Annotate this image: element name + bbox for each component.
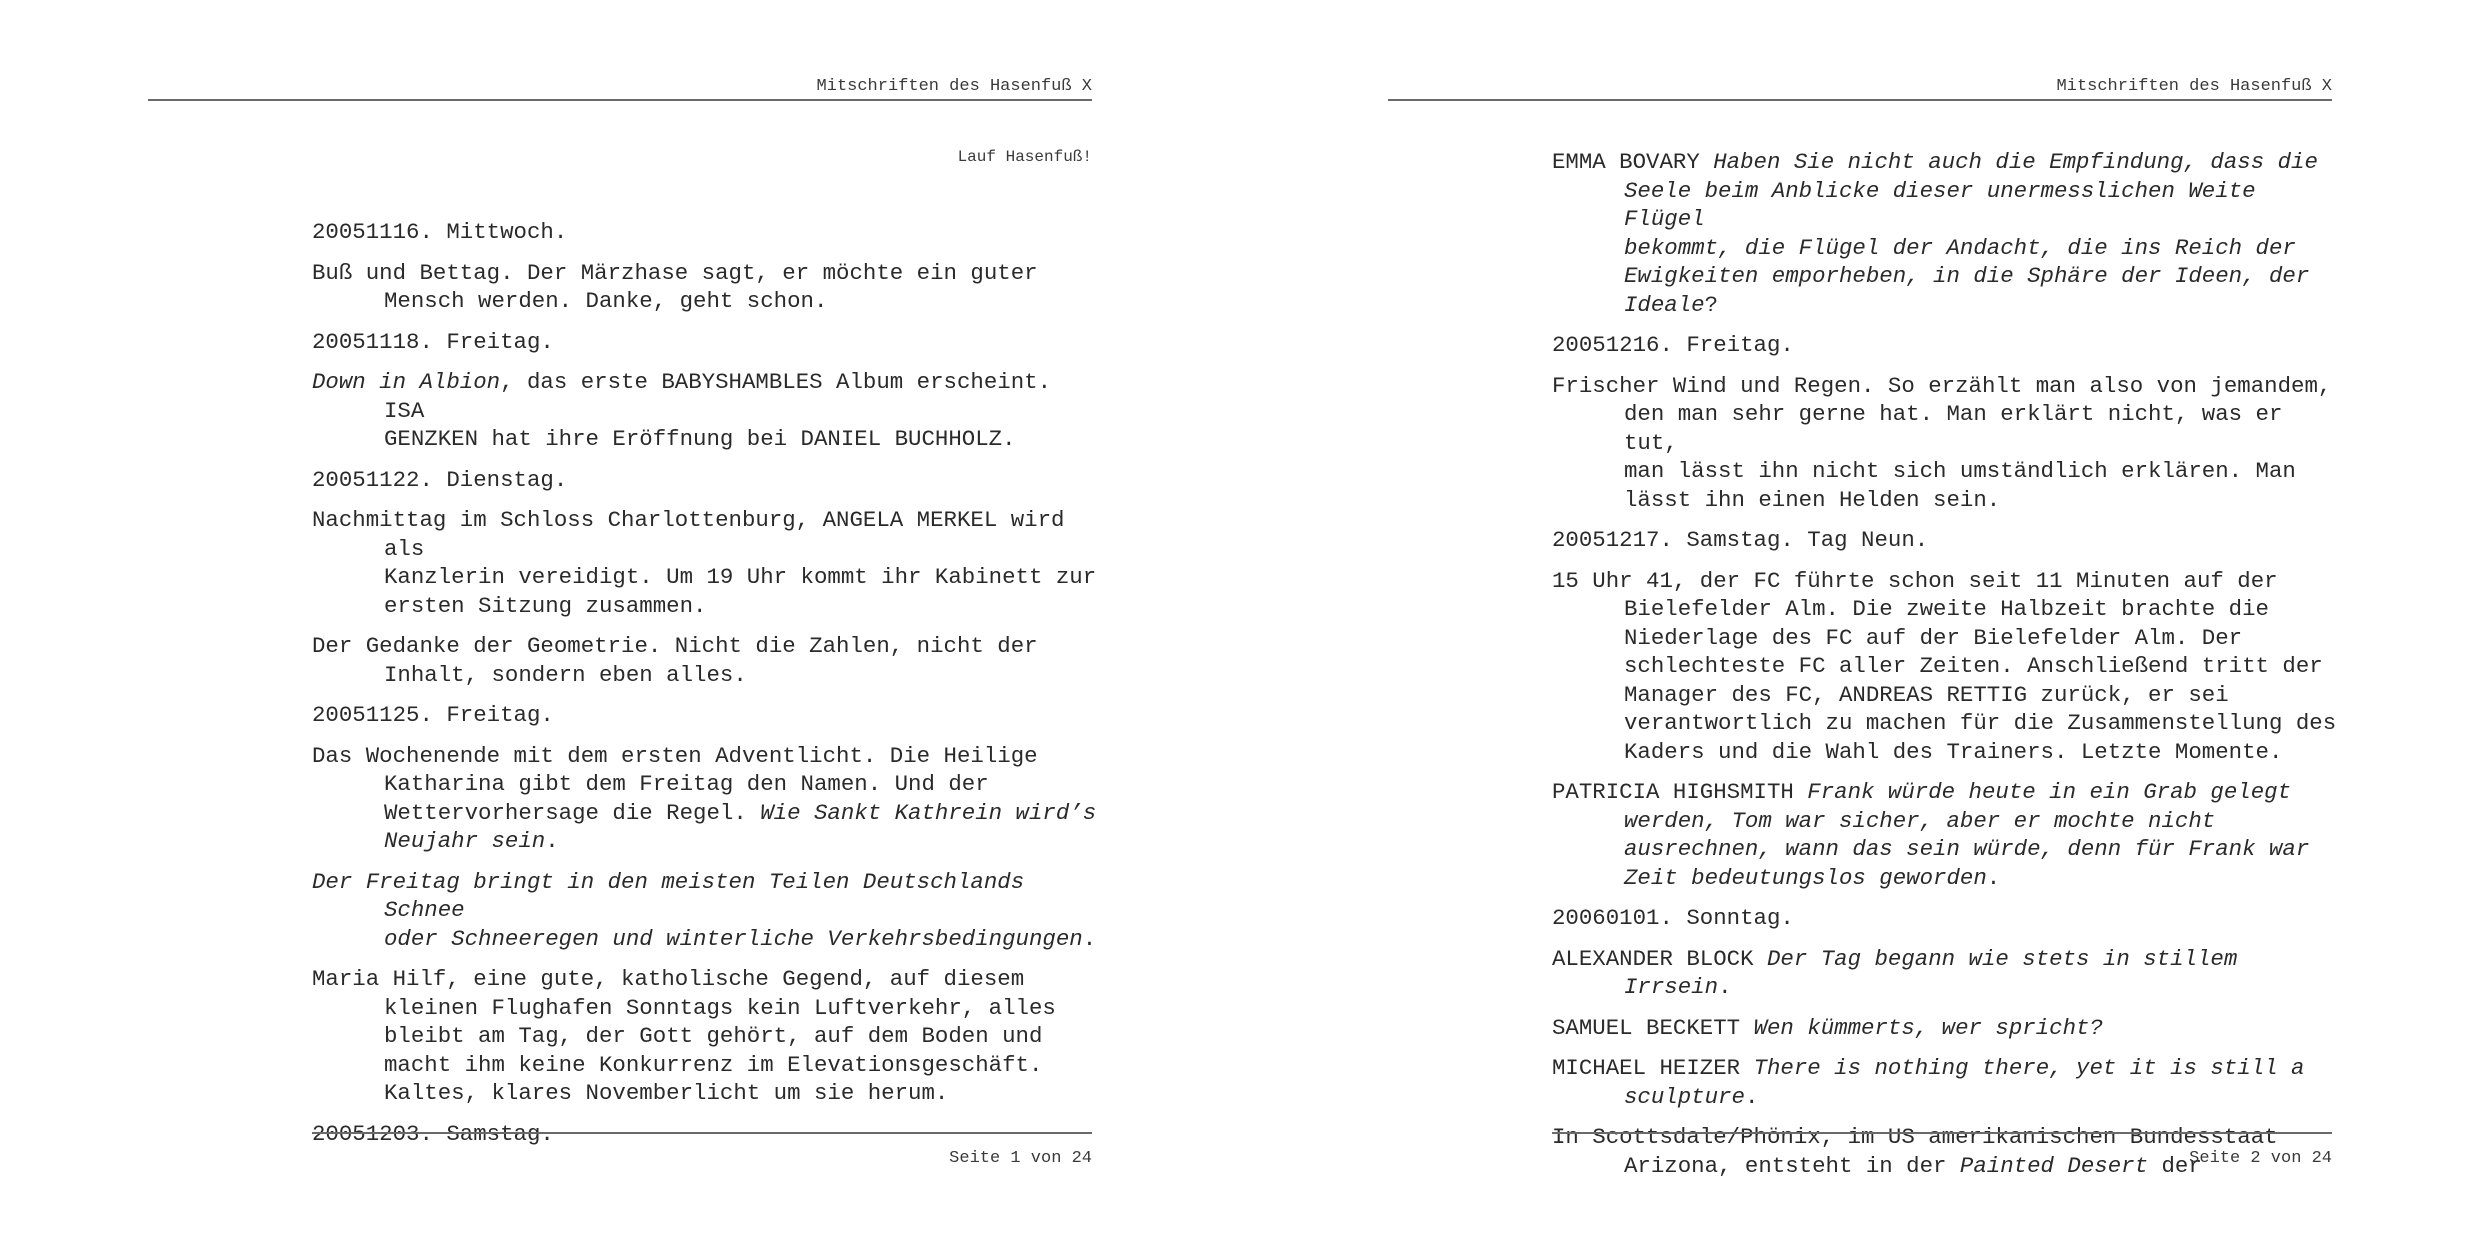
entry-paragraph	[312, 701, 1102, 730]
entry-paragraph	[312, 742, 1102, 856]
body-text: Der Gedanke der Geometrie. Nicht die Zahlen, nicht der Inhalt, sondern eben alles.	[312, 633, 1038, 688]
body-text: MICHAEL HEIZER	[1552, 1055, 1754, 1081]
header-divider	[148, 99, 1092, 101]
body-text: .	[1986, 864, 2001, 891]
body-text: 20051203. Samstag.	[312, 1120, 554, 1147]
body-text: 20051217. Samstag. Tag Neun.	[1552, 527, 1929, 553]
entry-paragraph	[312, 506, 1102, 620]
page-header-title: Mitschriften des Hasenfuß X	[2056, 77, 2332, 96]
quote-text: Der Freitag bringt in den meisten Teilen Deutschlands Schnee oder Schneeregen und winterliche Verkehrsbedingungen	[312, 868, 1083, 952]
entry-paragraph	[312, 632, 1102, 689]
body-text: .	[1744, 1083, 1759, 1110]
body-text: .	[1718, 974, 1732, 1000]
entry-paragraph	[312, 328, 1102, 357]
body-text: Das Wochenende mit dem ersten Adventlicht. Die Heilige Katharina gibt dem Freitag den Namen. Und der Wettervorhersage die Regel.	[312, 742, 1038, 826]
page-header-title: Mitschriften des Hasenfuß X	[816, 77, 1092, 96]
quote-text: Der Tag begann wie stets in stillem Irrsein	[1624, 945, 2238, 1000]
body-text: PATRICIA HIGHSMITH	[1552, 779, 1808, 805]
body-text: 20051125. Freitag.	[312, 702, 554, 728]
body-text: .	[1082, 925, 1097, 952]
footer-divider	[1552, 1132, 2332, 1134]
body-text: der	[2148, 1152, 2202, 1179]
document-page-right	[1240, 0, 2480, 1240]
entry-paragraph	[312, 466, 1102, 495]
quote-text: Down in Albion	[312, 369, 501, 395]
quote-text: There is nothing there, yet it is still a sculpture	[1624, 1055, 2305, 1110]
footer-divider	[312, 1132, 1092, 1134]
body-text: SAMUEL BECKETT	[1552, 1014, 1754, 1041]
quote-text: Frank würde heute in ein Grab gelegt werden, Tom war sicher, aber er mochte nicht ausrechnen, wann das sein würde, denn für Frank war Zeit bedeutungslos geworden	[1624, 779, 2310, 891]
body-text: EMMA BOVARY	[1552, 149, 1714, 175]
body-text: Buß und Bettag. Der Märzhase sagt, er möchte ein guter Mensch werden. Danke, geht schon.	[312, 259, 1038, 314]
entry-paragraph	[1552, 778, 2342, 892]
entry-paragraph	[312, 259, 1102, 316]
body-text: Frischer Wind und Regen. So erzählt man also von jemandem, den man sehr gerne hat. Man erklärt nicht, was er tut, man lässt ihn nicht sich umständlich erklären. Man lässt ihn einen Helden sein.	[1552, 372, 2332, 513]
quote-text: Painted Desert	[1959, 1152, 2149, 1179]
body-text: Maria Hilf, eine gute, katholische Gegend, auf diesem kleinen Flughafen Sonntags kein Luftverkehr, alles bleibt am Tag, der Gott gehört, auf dem Boden und macht ihm keine Konkurrenz im Elevationsgeschäft. Kaltes, klares Novemberlicht um sie herum.	[312, 966, 1056, 1106]
page-body-text	[1552, 148, 2342, 1192]
entry-paragraph	[312, 368, 1102, 454]
entry-paragraph	[1552, 567, 2342, 767]
entry-paragraph	[1552, 1054, 2342, 1111]
body-text: ALEXANDER BLOCK	[1552, 945, 1767, 972]
body-text: In Scottsdale/Phönix, im US amerikanischen Bundesstaat Arizona, entsteht in der	[1552, 1124, 2278, 1179]
header-divider	[1388, 99, 2332, 101]
entry-paragraph	[1552, 372, 2342, 515]
body-text: 20051122. Dienstag.	[312, 466, 568, 493]
entry-paragraph	[1552, 526, 2342, 555]
entry-paragraph	[1552, 331, 2342, 360]
entry-paragraph	[1552, 1014, 2342, 1043]
page-motto: Lauf Hasenfuß!	[957, 148, 1092, 166]
body-text: 15 Uhr 41, der FC führte schon seit 11 Minuten auf der Bielefelder Alm. Die zweite Halbzeit brachte die Niederlage des FC auf der Bielefelder Alm. Der schlechteste FC aller Zeiten. Anschließend tritt der Manager des FC, ANDREAS RETTIG zurück, er sei verantwortlich zu machen für die Zusammenstellung des Kaders und die Wahl des Trainers. Letzte Momente.	[1552, 567, 2337, 765]
page-body-text	[312, 218, 1102, 1160]
body-text: 20051216. Freitag.	[1552, 332, 1794, 358]
entry-paragraph	[312, 965, 1102, 1108]
entry-paragraph	[312, 868, 1102, 954]
body-text: 20051116. Mittwoch.	[312, 219, 568, 245]
entry-paragraph	[1552, 904, 2342, 933]
page-number-footer: Seite 2 von 24	[2189, 1149, 2332, 1168]
body-text: , das erste BABYSHAMBLES Album erscheint. ISA GENZKEN hat ihre Eröffnung bei DANIEL BUCHHOLZ.	[384, 369, 1052, 452]
entry-paragraph	[1552, 148, 2342, 319]
quote-text: Haben Sie nicht auch die Empfindung, dass die Seele beim Anblicke dieser unermesslichen Weite Flügel bekommt, die Flügel der Andacht, die ins Reich der Ewigkeiten emporheben, in die Sphäre der Ideen, der Ideale	[1624, 149, 2318, 318]
body-text: Nachmittag im Schloss Charlottenburg, ANGELA MERKEL wird als Kanzlerin vereidigt. Um 19 Uhr kommt ihr Kabinett zur ersten Sitzung zusammen.	[312, 507, 1097, 619]
body-text: 20051118. Freitag.	[312, 328, 554, 355]
body-text: 20060101. Sonntag.	[1552, 905, 1794, 931]
entry-paragraph	[312, 218, 1102, 247]
body-text: .	[545, 828, 559, 854]
entry-paragraph	[1552, 945, 2342, 1002]
quote-text: Wen kümmerts, wer spricht?	[1753, 1014, 2103, 1041]
body-text: ?	[1704, 291, 1719, 318]
quote-text: Wie Sankt Kathrein wird’s Neujahr sein	[384, 799, 1097, 854]
page-number-footer: Seite 1 von 24	[949, 1149, 1092, 1168]
